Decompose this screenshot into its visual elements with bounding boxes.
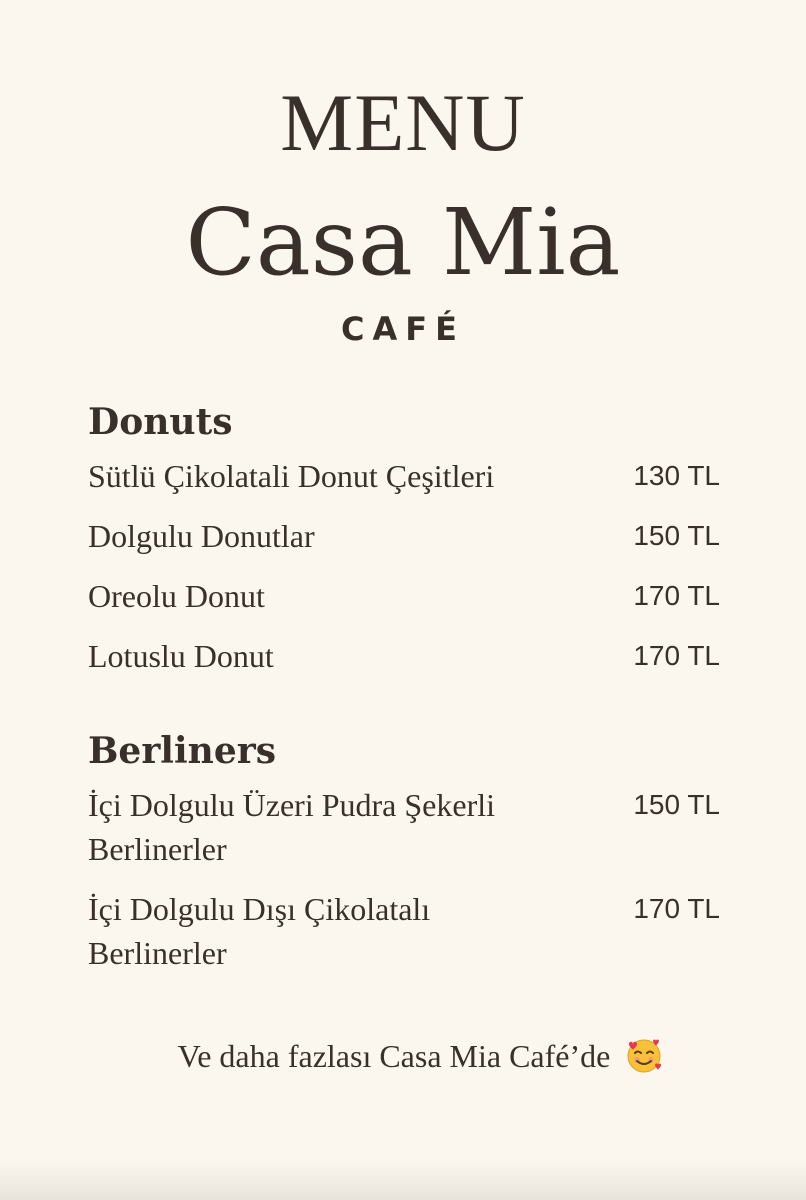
menu-item xyxy=(88,454,720,514)
menu-item-name: Lotuslu Donut xyxy=(88,638,274,674)
cafe-name: Casa Mia xyxy=(185,189,621,296)
menu-item-name: İçi Dolgulu Üzeri Pudra Şekerli Berlinerler xyxy=(88,787,495,867)
menu-item-name: Sütlü Çikolatali Donut Çeşitleri xyxy=(88,458,495,494)
menu-item-price: 150 TL xyxy=(633,789,720,820)
menu-item xyxy=(88,783,720,871)
menu-item xyxy=(88,887,720,975)
section-title: Donuts xyxy=(88,401,233,443)
section-title: Berliners xyxy=(88,730,276,772)
menu-item xyxy=(88,514,720,574)
menu-item-price: 170 TL xyxy=(633,640,720,671)
menu-item-name: İçi Dolgulu Dışı Çikolatalı Berlinerler xyxy=(88,891,431,971)
menu-item-price: 170 TL xyxy=(633,580,720,611)
menu-item-price: 170 TL xyxy=(633,893,720,924)
menu-heading: MENU xyxy=(280,77,526,168)
smiling-face-with-hearts-icon xyxy=(624,1035,664,1075)
cafe-subtitle: CAFÉ xyxy=(341,310,465,348)
menu-item xyxy=(88,634,720,694)
menu-item-name: Oreolu Donut xyxy=(88,578,265,614)
section-berliners xyxy=(88,729,720,991)
section-donuts xyxy=(88,400,720,694)
bottom-shadow xyxy=(0,1160,806,1200)
footer-note xyxy=(0,1034,806,1078)
menu-item xyxy=(88,574,720,634)
menu-item-name: Dolgulu Donutlar xyxy=(88,518,315,554)
footer-text: Ve daha fazlası Casa Mia Café’de xyxy=(177,1038,611,1074)
menu-item-price: 150 TL xyxy=(633,520,720,551)
menu-item-price: 130 TL xyxy=(633,460,720,491)
